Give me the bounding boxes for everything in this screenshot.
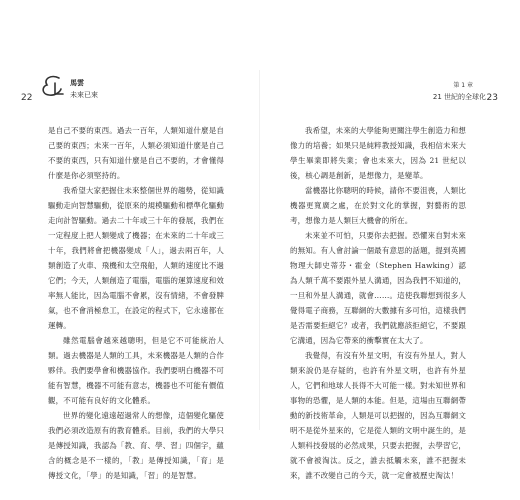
paragraph: 未來並不可怕，只要你去把握。恐懼來自對未來的無知。有人會討論一個最有意思的話題，提到英國物理大師史蒂芬・霍金（Stephen Hawking）認為人類千萬不要跟外星人溝通，因為我們不知道的，一旦和外星人溝通，就會……。這使我聯想到很多人覺得電子商務，互聯網的大數據有多可怕，這樣我們是否需要拒絕它？或者，我們就應該拒絕它，不要跟它溝通，因為它帶來的衝擊實在太大了。 bbox=[290, 231, 466, 345]
chapter-label: 第 1 章 bbox=[453, 82, 473, 89]
paragraph: 雖然電腦會越來越聰明，但是它不可能統治人類。過去機器是人類的工具，未來機器是人類的合作夥伴。我們要學會和機器協作。我們要明白機器不可能有智慧，機器不可能有意志，機器也不可能有價值觀，不可能有良好的文化體系。 bbox=[48, 336, 224, 405]
page-number-left: 22 bbox=[21, 93, 33, 103]
right-page bbox=[260, 0, 520, 500]
paragraph: 世界的變化遠遠超過常人的想像，這個變化驅使我們必須改造原有的教育體系。目前，我們的大學只是傳授知識，我認為「教、育、學、習」四個字，蘊含的概念是不一樣的，「教」是傳授知識，「育」是傳授文化，「學」的是知識，「習」的是智慧。 bbox=[48, 411, 224, 480]
author-name: 馬雲 bbox=[70, 79, 84, 87]
book-logo-icon bbox=[39, 73, 67, 99]
paragraph: 我希望大家把握住未來整個世界的趨勢，從知識驅動走向智慧驅動，從原來的規模驅動和標準化驅動走向計智驅動。過去二十年或三十年的發展，我們在一定程度上把人類變成了機器；在未來的二十年或三十年，我們將會把機器變成「人」，過去兩百年，人類創造了火車、飛機和太空飛船，人類的速度比不過它們；今天，人類創造了電腦，電腦的運算速度和效率無人能比，因為電腦不會累，沒有情緒，不會發脾氣，也不會消極怠工，在設定的程式下，它永遠都在運轉。 bbox=[48, 186, 224, 330]
right-body-text bbox=[290, 123, 466, 483]
paragraph: 我覺得，有沒有外星文明，有沒有外星人，對人類來說仍是存疑的，也許有外星文明，也許有外星人，它們和地球人長得不大可能一樣。對未知世界和事物的恐懼，是人類的本能。但是，這場由互聯網帶動的新技術革命，人類是可以把握的，因為互聯網文明不是從外星來的，它是從人類的文明中誕生的，是人類科技發展的必然成果，只要去把握，去學習它，就不會被淘汰。反之，誰去抵觸未來，誰不把握未來，誰不改變自己的今天，就一定會被歷史淘汰！ bbox=[290, 351, 466, 480]
left-body-text bbox=[48, 123, 224, 483]
chapter-title: 21 世紀的全球化 bbox=[432, 93, 486, 101]
paragraph: 當機器比你聰明的時候，請你不要沮喪，人類比機器更寬廣之處，在於對文化的掌握，對藝術的思考，想像力是人類巨大機會的所在。 bbox=[290, 186, 466, 225]
paragraph: 我希望，未來的大學能夠更關注學生創造力和想像力的培養；如果只是純粹教授知識，我相信未來大學生畢業即將失業；會也未來大，因為 21 世紀以後，核心調是創新，是想像力，是變革。 bbox=[290, 126, 466, 180]
book-title: 未來已來 bbox=[70, 91, 98, 99]
page-number-right: 23 bbox=[486, 93, 498, 103]
paragraph: 是自己不要的東西。過去一百年，人類知道什麼是自己要的東西；未來一百年，人類必須知道什麼是自己不要的東西，只有知道什麼是自己不要的，才會懂得什麼是你必須堅持的。 bbox=[48, 126, 224, 180]
